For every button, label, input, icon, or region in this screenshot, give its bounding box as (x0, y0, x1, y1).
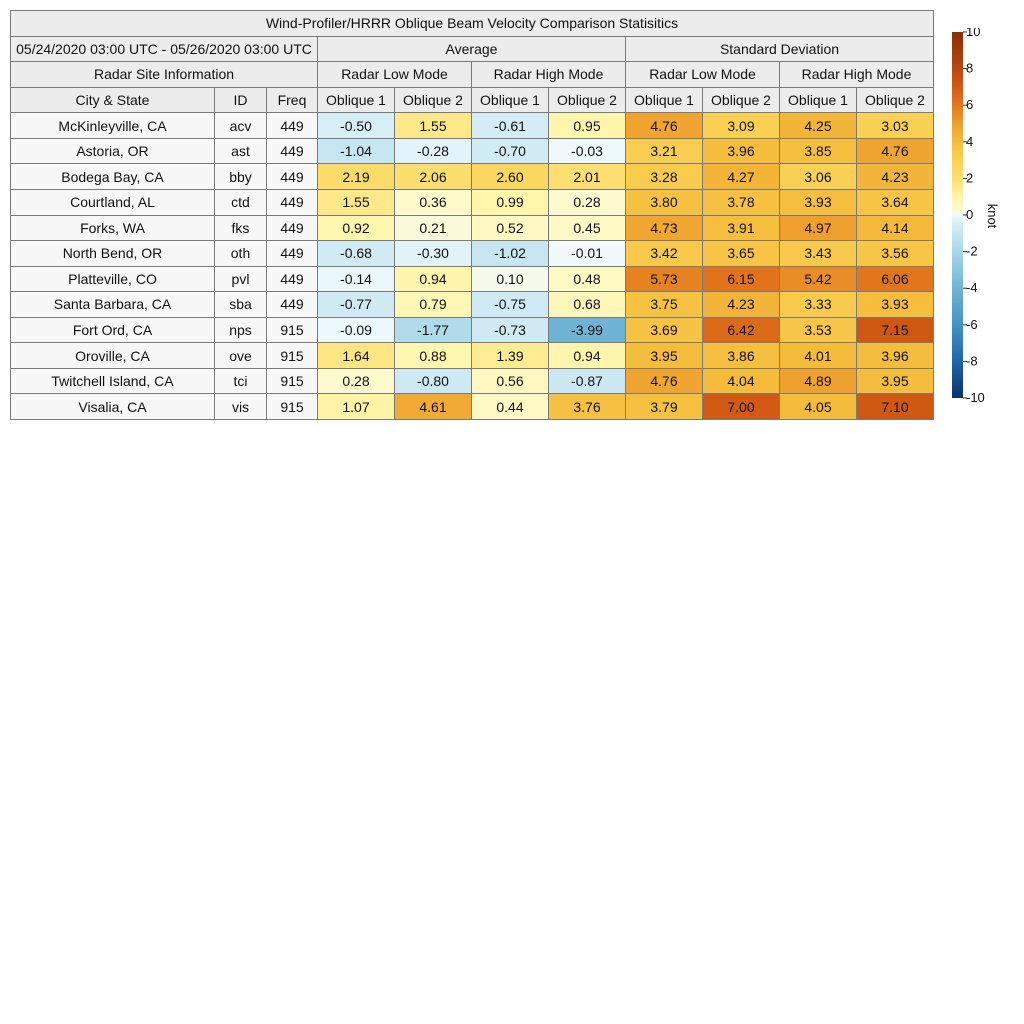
value-cell: -0.30 (395, 241, 472, 267)
site-id: nps (215, 317, 267, 343)
value-cell: 0.99 (472, 189, 549, 215)
value-cell: 7.15 (857, 317, 934, 343)
site-freq: 449 (267, 138, 318, 164)
city-header: City & State (11, 87, 215, 113)
value-cell: 0.95 (549, 113, 626, 139)
value-cell: 3.53 (780, 317, 857, 343)
avg-high-mode-header: Radar High Mode (472, 62, 626, 88)
value-cell: -0.03 (549, 138, 626, 164)
date-range: 05/24/2020 03:00 UTC - 05/26/2020 03:00 UTC (11, 36, 318, 62)
value-cell: 0.94 (549, 343, 626, 369)
value-cell: 4.14 (857, 215, 934, 241)
value-cell: -1.04 (318, 138, 395, 164)
value-cell: 3.95 (857, 368, 934, 394)
value-cell: -0.28 (395, 138, 472, 164)
value-cell: 3.85 (780, 138, 857, 164)
table-row (11, 189, 934, 215)
value-cell: 6.15 (703, 266, 780, 292)
value-cell: 3.93 (780, 189, 857, 215)
site-id: fks (215, 215, 267, 241)
site-freq: 449 (267, 113, 318, 139)
mode-row (11, 62, 934, 88)
site-city: Forks, WA (11, 215, 215, 241)
value-cell: 3.64 (857, 189, 934, 215)
value-cell: 4.23 (703, 292, 780, 318)
table-row (11, 266, 934, 292)
value-cell: -0.50 (318, 113, 395, 139)
value-cell: 4.97 (780, 215, 857, 241)
site-id: pvl (215, 266, 267, 292)
table-row (11, 292, 934, 318)
column-header-row (11, 87, 934, 113)
value-cell: 4.05 (780, 394, 857, 420)
value-cell: 3.09 (703, 113, 780, 139)
value-cell: -0.01 (549, 241, 626, 267)
freq-header: Freq (267, 87, 318, 113)
site-id: ast (215, 138, 267, 164)
value-cell: 1.64 (318, 343, 395, 369)
colorbar-tick-label: -6 (966, 316, 978, 332)
value-cell: 7.00 (703, 394, 780, 420)
colorbar-tick-label: 8 (966, 60, 974, 76)
colorbar-gradient (952, 32, 963, 398)
value-cell: 4.23 (857, 164, 934, 190)
value-cell: 3.69 (626, 317, 703, 343)
site-freq: 449 (267, 292, 318, 318)
value-cell: 0.28 (549, 189, 626, 215)
site-freq: 449 (267, 241, 318, 267)
table-row (11, 317, 934, 343)
colorbar-tick-label: 10 (966, 28, 981, 39)
beam-header: Oblique 1 (780, 87, 857, 113)
value-cell: 2.19 (318, 164, 395, 190)
value-cell: 4.04 (703, 368, 780, 394)
value-cell: -1.02 (472, 241, 549, 267)
value-cell: -0.87 (549, 368, 626, 394)
value-cell: 0.21 (395, 215, 472, 241)
id-header: ID (215, 87, 267, 113)
value-cell: -0.14 (318, 266, 395, 292)
value-cell: 7.10 (857, 394, 934, 420)
group-row (11, 36, 934, 62)
value-cell: -0.61 (472, 113, 549, 139)
colorbar-tick-label: 4 (966, 133, 974, 149)
table-row (11, 241, 934, 267)
beam-header: Oblique 1 (318, 87, 395, 113)
value-cell: 0.10 (472, 266, 549, 292)
site-id: bby (215, 164, 267, 190)
site-id: vis (215, 394, 267, 420)
site-city: Courtland, AL (11, 189, 215, 215)
value-cell: 3.78 (703, 189, 780, 215)
value-cell: 3.76 (549, 394, 626, 420)
table-row (11, 138, 934, 164)
site-city: Platteville, CO (11, 266, 215, 292)
value-cell: 3.42 (626, 241, 703, 267)
beam-header: Oblique 2 (395, 87, 472, 113)
value-cell: 4.76 (626, 368, 703, 394)
site-freq: 449 (267, 266, 318, 292)
value-cell: 3.56 (857, 241, 934, 267)
value-cell: 1.55 (395, 113, 472, 139)
site-freq: 449 (267, 215, 318, 241)
value-cell: -0.68 (318, 241, 395, 267)
std-low-mode-header: Radar Low Mode (626, 62, 780, 88)
value-cell: 3.95 (626, 343, 703, 369)
table-row (11, 394, 934, 420)
site-freq: 915 (267, 317, 318, 343)
value-cell: 2.60 (472, 164, 549, 190)
value-cell: -0.75 (472, 292, 549, 318)
std-high-mode-header: Radar High Mode (780, 62, 934, 88)
value-cell: 2.01 (549, 164, 626, 190)
value-cell: 1.55 (318, 189, 395, 215)
value-cell: 0.88 (395, 343, 472, 369)
statistics-table (10, 10, 934, 420)
site-id: ove (215, 343, 267, 369)
std-dev-header: Standard Deviation (626, 36, 934, 62)
value-cell: 4.01 (780, 343, 857, 369)
value-cell: 0.68 (549, 292, 626, 318)
site-freq: 449 (267, 164, 318, 190)
site-freq: 915 (267, 343, 318, 369)
value-cell: 4.27 (703, 164, 780, 190)
beam-header: Oblique 1 (472, 87, 549, 113)
site-city: Fort Ord, CA (11, 317, 215, 343)
site-city: North Bend, OR (11, 241, 215, 267)
value-cell: 2.06 (395, 164, 472, 190)
value-cell: -1.77 (395, 317, 472, 343)
value-cell: 3.06 (780, 164, 857, 190)
site-id: acv (215, 113, 267, 139)
value-cell: -0.73 (472, 317, 549, 343)
value-cell: 0.94 (395, 266, 472, 292)
table-row (11, 368, 934, 394)
colorbar-tick-label: 0 (966, 207, 974, 222)
site-city: Oroville, CA (11, 343, 215, 369)
colorbar-unit-label: knot (985, 203, 1000, 229)
value-cell: 0.28 (318, 368, 395, 394)
value-cell: 1.39 (472, 343, 549, 369)
value-cell: 4.61 (395, 394, 472, 420)
site-info-header: Radar Site Information (11, 62, 318, 88)
colorbar-tick-label: 6 (966, 97, 974, 113)
value-cell: -0.80 (395, 368, 472, 394)
value-cell: -3.99 (549, 317, 626, 343)
colorbar (948, 28, 1024, 408)
value-cell: 0.52 (472, 215, 549, 241)
site-city: Bodega Bay, CA (11, 164, 215, 190)
value-cell: 3.96 (857, 343, 934, 369)
value-cell: 1.07 (318, 394, 395, 420)
value-cell: 0.92 (318, 215, 395, 241)
value-cell: 4.89 (780, 368, 857, 394)
site-id: sba (215, 292, 267, 318)
beam-header: Oblique 2 (703, 87, 780, 113)
avg-low-mode-header: Radar Low Mode (318, 62, 472, 88)
value-cell: 4.25 (780, 113, 857, 139)
value-cell: 3.65 (703, 241, 780, 267)
table-row (11, 215, 934, 241)
value-cell: 0.45 (549, 215, 626, 241)
colorbar-tick-label: -2 (966, 243, 978, 259)
value-cell: 3.28 (626, 164, 703, 190)
value-cell: 0.48 (549, 266, 626, 292)
value-cell: 3.86 (703, 343, 780, 369)
value-cell: 0.79 (395, 292, 472, 318)
value-cell: 0.36 (395, 189, 472, 215)
value-cell: 3.96 (703, 138, 780, 164)
site-id: tci (215, 368, 267, 394)
value-cell: 0.56 (472, 368, 549, 394)
value-cell: 6.06 (857, 266, 934, 292)
value-cell: 3.91 (703, 215, 780, 241)
value-cell: 3.33 (780, 292, 857, 318)
site-city: Twitchell Island, CA (11, 368, 215, 394)
value-cell: 6.42 (703, 317, 780, 343)
table-row (11, 164, 934, 190)
value-cell: 3.93 (857, 292, 934, 318)
value-cell: 3.79 (626, 394, 703, 420)
value-cell: 3.21 (626, 138, 703, 164)
value-cell: 3.43 (780, 241, 857, 267)
value-cell: 3.03 (857, 113, 934, 139)
value-cell: 4.76 (626, 113, 703, 139)
table-row (11, 113, 934, 139)
site-freq: 915 (267, 368, 318, 394)
value-cell: -0.77 (318, 292, 395, 318)
beam-header: Oblique 2 (857, 87, 934, 113)
beam-header: Oblique 1 (626, 87, 703, 113)
average-header: Average (318, 36, 626, 62)
beam-header: Oblique 2 (549, 87, 626, 113)
value-cell: 3.80 (626, 189, 703, 215)
table-title: Wind-Profiler/HRRR Oblique Beam Velocity Comparison Statisitics (11, 11, 934, 37)
site-freq: 915 (267, 394, 318, 420)
value-cell: 5.73 (626, 266, 703, 292)
site-city: McKinleyville, CA (11, 113, 215, 139)
value-cell: -0.70 (472, 138, 549, 164)
site-freq: 449 (267, 189, 318, 215)
value-cell: -0.09 (318, 317, 395, 343)
value-cell: 5.42 (780, 266, 857, 292)
colorbar-tick-label: -10 (966, 390, 985, 405)
value-cell: 4.73 (626, 215, 703, 241)
table-row (11, 343, 934, 369)
colorbar-tick-label: 2 (966, 170, 974, 186)
value-cell: 4.76 (857, 138, 934, 164)
site-city: Visalia, CA (11, 394, 215, 420)
site-id: ctd (215, 189, 267, 215)
value-cell: 3.75 (626, 292, 703, 318)
title-row (11, 11, 934, 37)
site-city: Santa Barbara, CA (11, 292, 215, 318)
colorbar-tick-label: -8 (966, 353, 978, 369)
site-city: Astoria, OR (11, 138, 215, 164)
colorbar-tick-label: -4 (966, 280, 978, 296)
value-cell: 0.44 (472, 394, 549, 420)
site-id: oth (215, 241, 267, 267)
